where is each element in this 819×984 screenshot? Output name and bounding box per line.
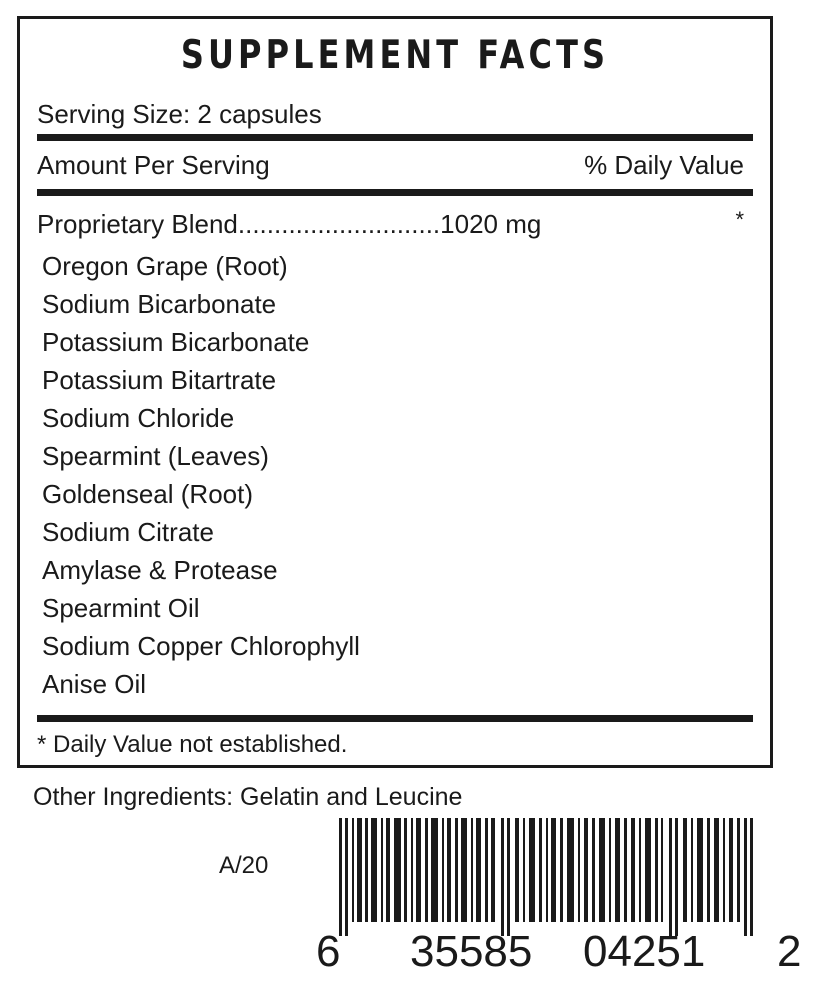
daily-value-header: % Daily Value: [584, 150, 744, 180]
barcode-bar: [655, 818, 658, 922]
barcode-bar: [365, 818, 368, 922]
divider-rule: [37, 189, 753, 196]
ingredient-item: Sodium Bicarbonate: [42, 289, 277, 319]
barcode-digits-right: 04251: [583, 927, 706, 976]
ingredient-item: Potassium Bitartrate: [42, 365, 277, 395]
lot-code: A/20: [219, 852, 269, 879]
blend-amount: 1020 mg: [440, 209, 542, 239]
proprietary-blend-row: [37, 209, 541, 240]
barcode-bar: [411, 818, 413, 922]
barcode-bar: [352, 818, 354, 922]
barcode-bar: [578, 818, 580, 922]
barcode-bar: [529, 818, 535, 922]
barcode-bar: [404, 818, 407, 922]
barcode-bar: [723, 818, 725, 922]
ingredient-item: Spearmint (Leaves): [42, 441, 269, 471]
barcode-bar: [691, 818, 693, 922]
barcode-bar: [455, 818, 458, 922]
barcode-bar: [394, 818, 401, 922]
barcode-bar: [599, 818, 605, 922]
divider-rule: [37, 134, 753, 141]
ingredient-item: Sodium Chloride: [42, 403, 235, 433]
barcode-digit-check: 2: [777, 927, 802, 976]
barcode-bar: [714, 818, 719, 922]
barcode-bar: [485, 818, 488, 922]
daily-value-footnote: * Daily Value not established.: [37, 731, 348, 758]
barcode-guard-bar: [744, 818, 747, 936]
barcode-bar: [560, 818, 563, 922]
barcode-bar: [476, 818, 481, 922]
barcode-guard-bar: [750, 818, 753, 936]
barcode-digits-left: 35585: [410, 927, 533, 976]
divider-rule: [37, 715, 753, 722]
barcode-graphic: [339, 818, 779, 936]
ingredient-item: Potassium Bicarbonate: [42, 327, 310, 357]
barcode-bar: [551, 818, 556, 922]
ingredient-item: Sodium Citrate: [42, 517, 214, 547]
amount-per-serving-header: Amount Per Serving: [37, 150, 270, 180]
barcode-bar: [357, 818, 362, 922]
barcode-bar: [737, 818, 740, 922]
barcode-bar: [615, 818, 620, 922]
serving-size: Serving Size: 2 capsules: [37, 99, 322, 129]
ingredient-item: Anise Oil: [42, 669, 147, 699]
barcode-bar: [447, 818, 451, 922]
barcode-bar: [584, 818, 588, 922]
barcode-bar: [471, 818, 473, 922]
ingredient-item: Amylase & Protease: [42, 555, 278, 585]
barcode-bar: [431, 818, 438, 922]
barcode-bar: [624, 818, 627, 922]
blend-daily-value: *: [735, 207, 744, 232]
barcode-bar: [707, 818, 710, 922]
barcode-bar: [539, 818, 542, 922]
barcode-bar: [729, 818, 733, 922]
barcode-bar: [546, 818, 548, 922]
ingredient-item: Sodium Copper Chlorophyll: [42, 631, 360, 661]
barcode-guard-bar: [675, 818, 678, 936]
barcode-bar: [609, 818, 611, 922]
barcode-bar: [381, 818, 383, 922]
ingredient-item: Goldenseal (Root): [42, 479, 253, 509]
barcode-bar: [567, 818, 574, 922]
ingredient-item: Spearmint Oil: [42, 593, 200, 623]
barcode-bar: [645, 818, 651, 922]
barcode-digit-prefix: 6: [316, 927, 341, 976]
barcode-bar: [592, 818, 595, 922]
barcode-bar: [386, 818, 390, 922]
barcode-bar: [631, 818, 635, 922]
panel-title: SUPPLEMENT FACTS: [180, 33, 610, 78]
barcode-bar: [461, 818, 467, 922]
barcode-bar: [515, 818, 519, 922]
barcode-bar: [523, 818, 525, 922]
supplement-facts-panel: [17, 16, 773, 768]
blend-leader-dots: ............................: [237, 209, 441, 239]
barcode-guard-bar: [501, 818, 504, 936]
barcode-bar: [416, 818, 421, 922]
barcode-guard-bar: [345, 818, 348, 936]
barcode-guard-bar: [507, 818, 510, 936]
other-ingredients: Other Ingredients: Gelatin and Leucine: [33, 783, 463, 811]
barcode-bar: [371, 818, 377, 922]
barcode-bar: [639, 818, 641, 922]
barcode-bar: [442, 818, 444, 922]
barcode-bar: [425, 818, 428, 922]
barcode-guard-bar: [669, 818, 672, 936]
barcode-bar: [491, 818, 495, 922]
barcode-bar: [661, 818, 663, 922]
barcode-bar: [697, 818, 703, 922]
ingredient-list: [42, 247, 360, 703]
blend-name: Proprietary Blend: [37, 209, 238, 239]
barcode-bar: [683, 818, 687, 922]
barcode-guard-bar: [339, 818, 342, 936]
ingredient-item: Oregon Grape (Root): [42, 251, 288, 281]
